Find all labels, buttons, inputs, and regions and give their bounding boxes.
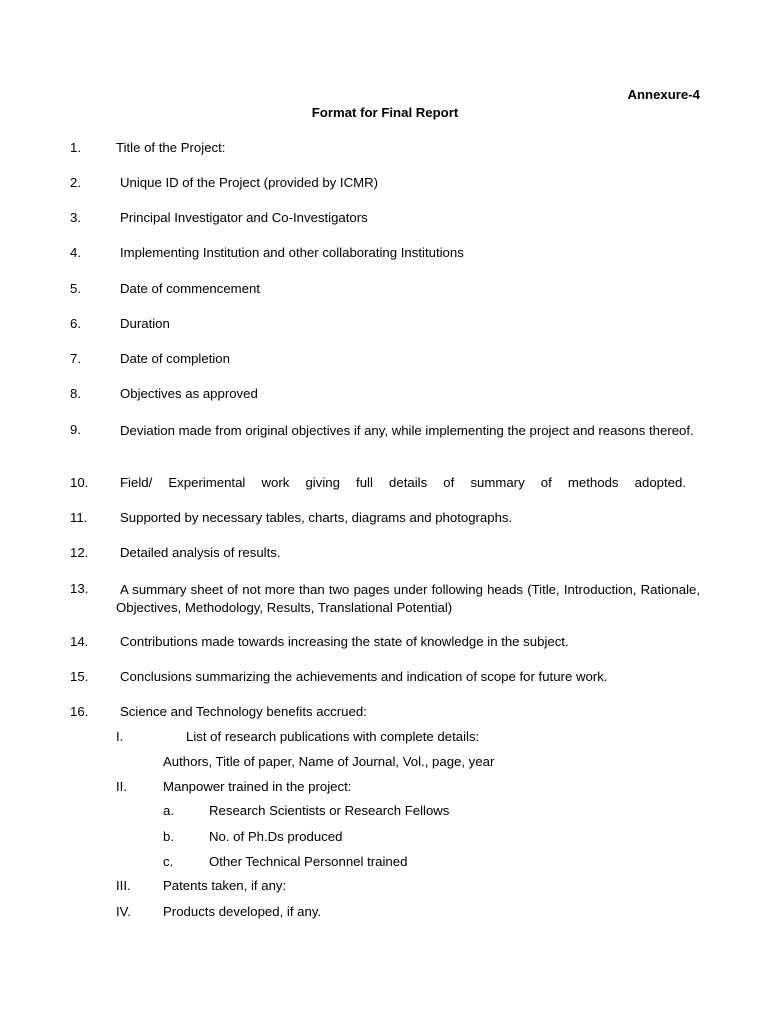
item-text: Date of completion <box>120 351 230 366</box>
annexure-label: Annexure-4 <box>627 87 700 102</box>
item-number: 6. <box>70 316 81 331</box>
item-number: 5. <box>70 281 81 296</box>
item-number: 15. <box>70 669 89 684</box>
item-text: Date of commencement <box>120 281 260 296</box>
item-text: Field/ Experimental work giving full details of summary of methods adopted. <box>120 475 686 490</box>
item-number: 1. <box>70 140 81 155</box>
subitem-number: IV. <box>116 904 131 919</box>
subsubitem-letter: c. <box>163 854 174 869</box>
item-number: 9. <box>70 422 81 437</box>
subitem-number: III. <box>116 878 131 893</box>
item-number: 12. <box>70 545 89 560</box>
item-number: 16. <box>70 704 89 719</box>
subitem-text: List of research publications with complete details: <box>186 729 480 744</box>
item-number: 10. <box>70 475 89 490</box>
subitem-text: Patents taken, if any: <box>163 878 287 893</box>
item-text: Unique ID of the Project (provided by ICMR) <box>120 175 378 190</box>
item-text: Principal Investigator and Co-Investigators <box>120 210 368 225</box>
document-title: Format for Final Report <box>311 105 459 120</box>
item-number: 13. <box>70 581 89 596</box>
subitem-text: Manpower trained in the project: <box>163 779 352 794</box>
item-number: 4. <box>70 245 81 260</box>
item-text: Title of the Project: <box>116 140 226 155</box>
subsubitem-letter: b. <box>163 829 174 844</box>
subsubitem-letter: a. <box>163 803 174 818</box>
item-text: Duration <box>120 316 170 331</box>
item-text: A summary sheet of not more than two pages under following heads (Title, Introduction, Rationale, Objectives, Methodology, Results, Translational Potential) <box>116 582 700 615</box>
subitem-text: Products developed, if any. <box>163 904 322 919</box>
subitem-number: II. <box>116 779 127 794</box>
item-number: 3. <box>70 210 81 225</box>
subsubitem-text: No. of Ph.Ds produced <box>209 829 343 844</box>
item-text: Implementing Institution and other collaborating Institutions <box>120 245 464 260</box>
subitem-detail: Authors, Title of paper, Name of Journal, Vol., page, year <box>163 754 495 769</box>
item-number: 14. <box>70 634 89 649</box>
item-text: Objectives as approved <box>120 386 258 401</box>
item-text: Contributions made towards increasing the state of knowledge in the subject. <box>120 634 569 649</box>
item-number: 11. <box>70 510 88 525</box>
item-number: 2. <box>70 175 81 190</box>
subsubitem-text: Research Scientists or Research Fellows <box>209 803 450 818</box>
item-number: 7. <box>70 351 81 366</box>
item-text: Supported by necessary tables, charts, diagrams and photographs. <box>120 510 513 525</box>
item-text: Detailed analysis of results. <box>120 545 281 560</box>
subitem-number: I. <box>116 729 124 744</box>
item-text: Deviation made from original objectives if any, while implementing the project and reasons thereof. <box>120 423 694 438</box>
item-number: 8. <box>70 386 81 401</box>
subsubitem-text: Other Technical Personnel trained <box>209 854 408 869</box>
item-text: Science and Technology benefits accrued: <box>120 704 367 719</box>
item-text: Conclusions summarizing the achievements and indication of scope for future work. <box>120 669 608 684</box>
